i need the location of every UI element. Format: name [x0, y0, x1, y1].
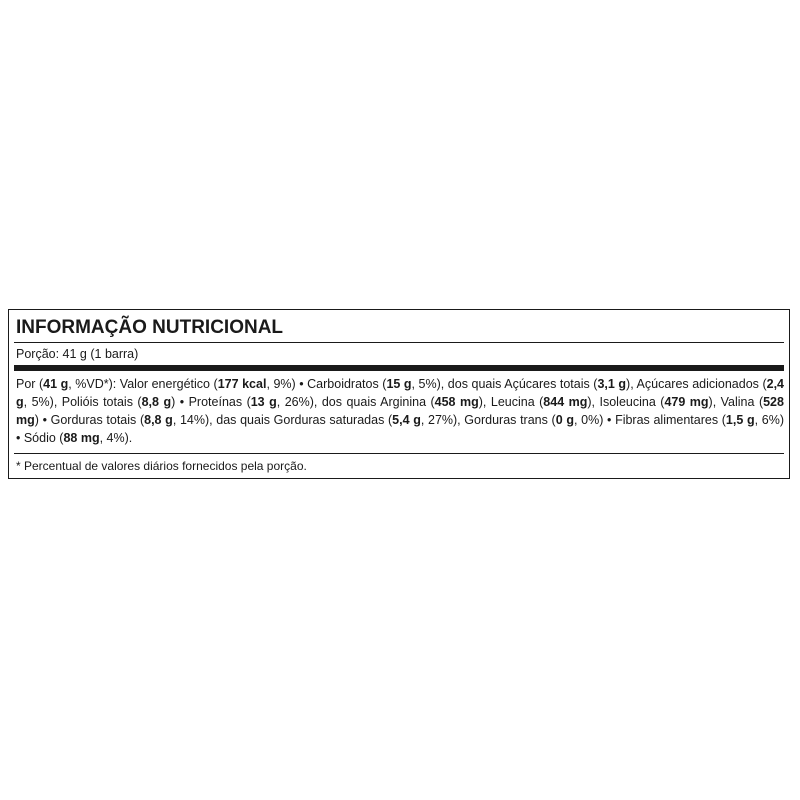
nutrient-value: 458 mg	[434, 395, 479, 409]
nutrient-value: 8,8 g	[141, 395, 172, 409]
nutrient-text: ) • Gorduras totais (	[34, 413, 145, 427]
nutrient-text: , 5%), dos quais Açúcares totais (	[411, 377, 598, 391]
nutrient-value: 13 g	[250, 395, 277, 409]
thick-divider	[14, 365, 784, 371]
nutrient-value: 1,5 g	[725, 413, 755, 427]
title-divider	[14, 342, 784, 343]
nutrient-text: , 9%) • Carboidratos (	[266, 377, 387, 391]
footnote-divider	[14, 453, 784, 454]
nutrient-value: 5,4 g	[392, 413, 421, 427]
nutrient-text: , 5%), Polióis totais (	[23, 395, 142, 409]
nutrient-paragraph	[16, 375, 784, 447]
nutrient-text: , %VD*): Valor energético (	[68, 377, 218, 391]
nutrient-text: ), Isoleucina (	[587, 395, 665, 409]
nutrition-label	[8, 309, 790, 479]
nutrient-text: , 6%) • Sódio (	[16, 413, 784, 445]
nutrient-text: ), Leucina (	[478, 395, 544, 409]
nutrient-text: , 0%) • Fibras alimentares (	[573, 413, 726, 427]
nutrient-value: 0 g	[555, 413, 574, 427]
nutrient-text: , 14%), das quais Gorduras saturadas (	[172, 413, 393, 427]
nutrient-text: ), Valina (	[708, 395, 764, 409]
footnote: * Percentual de valores diários fornecidos pela porção.	[16, 459, 307, 473]
nutrient-text: ) • Proteínas (	[171, 395, 251, 409]
nutrient-value: 2,4 g	[16, 377, 785, 409]
nutrient-text: , 27%), Gorduras trans (	[420, 413, 556, 427]
nutrient-text: , 26%), dos quais Arginina (	[276, 395, 435, 409]
nutrient-value: 528 mg	[16, 395, 784, 427]
nutrient-text: ), Açúcares adicionados (	[626, 377, 767, 391]
label-title: INFORMAÇÃO NUTRICIONAL	[16, 317, 284, 338]
portion-size: Porção: 41 g (1 barra)	[16, 347, 139, 361]
nutrient-value: 15 g	[386, 377, 412, 391]
nutrient-value: 88 mg	[63, 431, 100, 445]
nutrient-value: 844 mg	[543, 395, 588, 409]
nutrient-value: 41 g	[43, 377, 69, 391]
nutrient-value: 177 kcal	[217, 377, 267, 391]
nutrient-value: 3,1 g	[597, 377, 627, 391]
nutrient-value: 8,8 g	[144, 413, 173, 427]
nutrient-value: 479 mg	[664, 395, 709, 409]
nutrient-text: , 4%).	[99, 431, 133, 445]
nutrient-text: Por (	[16, 377, 44, 391]
